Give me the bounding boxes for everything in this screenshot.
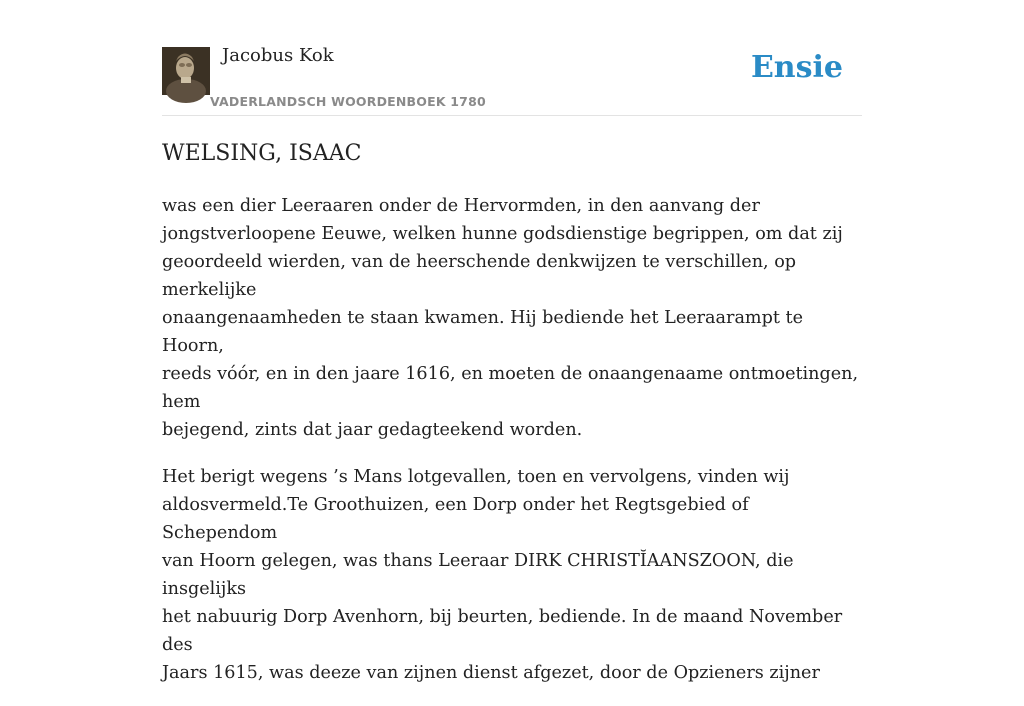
article-body <box>162 192 867 706</box>
portrait-image <box>162 47 210 95</box>
source-label[interactable]: VADERLANDSCH WOORDENBOEK 1780 <box>210 94 486 109</box>
author-name[interactable]: Jacobus Kok <box>222 45 334 66</box>
article-paragraph: Het berigt wegens ’s Mans lotgevallen, toen en vervolgens, vinden wij aldosvermeld.Te Groothuizen, een Dorp onder het Regtsgebied of Schependom van Hoorn gelegen, was thans Leeraar DIRK CHRISTĬAANSZOON, die insgelijks het nabuurig Dorp Avenhorn, bij beurten, bediende. In de maand November des Jaars 1615, was deeze van zijnen dienst afgezet, door de Opzieners zijner <box>162 467 843 683</box>
author-avatar[interactable] <box>162 47 210 95</box>
ensie-logo[interactable]: Ensie <box>750 50 843 85</box>
article-title: WELSING, ISAAC <box>162 141 362 166</box>
article-header <box>162 44 862 116</box>
article-paragraph: was een dier Leeraaren onder de Hervormden, in den aanvang der jongstverloopene Eeuwe, welken hunne godsdienstige begrippen, om dat zij geoordeeld wierden, van de heerschende denkwijzen te verschillen, op merkelijke onaangenaamheden te staan kwamen. Hij bediende het Leeraarampt te Hoorn, reeds vóór, en in den jaare 1616, en moeten de onaangenaame ontmoetingen, hem bejegend, zints dat jaar gedagteekend worden. <box>162 196 859 440</box>
